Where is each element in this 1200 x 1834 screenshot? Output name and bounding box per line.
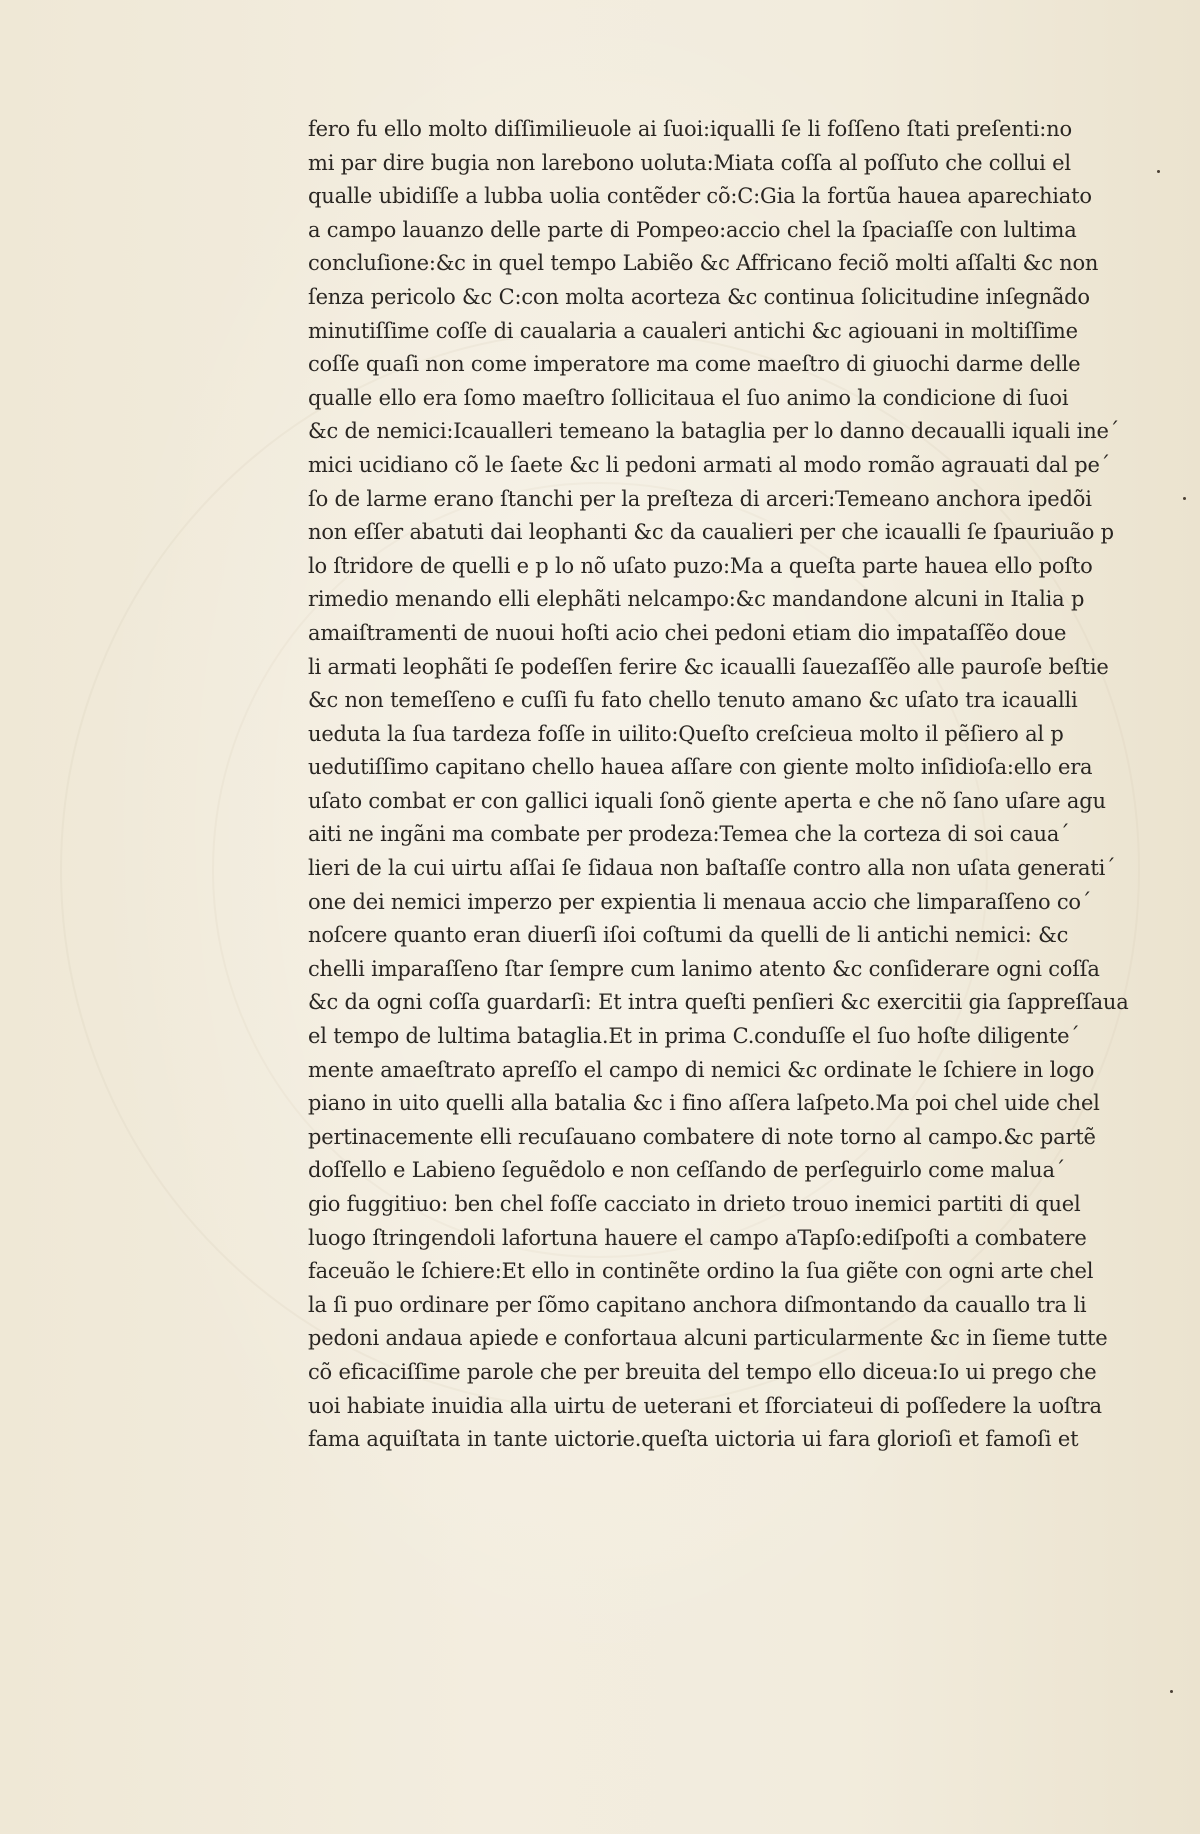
- text-line: uoi habiate inuidia alla uirtu de ueterani et ſforciateui di poſſedere la uoſtra: [308, 1393, 1102, 1418]
- ink-speck: [1157, 170, 1160, 173]
- text-line: minutiſſime coſſe di caualaria a caualeri antichi &c agiouani in moltiſſime: [308, 318, 1078, 343]
- text-line: chelli imparaſſeno ſtar ſempre cum lanimo atento &c conſiderare ogni coſſa: [308, 956, 1100, 981]
- text-line: pedoni andaua apiede e confortaua alcuni particularmente &c in ſieme tutte: [308, 1326, 1108, 1351]
- text-line: cõ eficaciſſime parole che per breuita del tempo ello diceua:Io ui prego che: [308, 1359, 1097, 1384]
- ink-speck: [1170, 1690, 1173, 1693]
- text-line: pertinacemente elli recuſauano combatere di note torno al campo.&c partẽ: [308, 1124, 1096, 1149]
- text-line: li armati leophãti ſe podeſſen ferire &c icaualli ſauezaſſẽo alle pauroſe beſtie: [308, 654, 1109, 679]
- text-line: &c non temeſſeno e cuſſi fu fato chello tenuto amano &c uſato tra icaualli: [308, 688, 1078, 713]
- text-line: lieri de la cui uirtu aſſai ſe ſidaua non baſtaſſe contro alla non uſata generati´: [308, 856, 1116, 881]
- text-block: [308, 113, 1138, 1457]
- text-line: uſato combat er con gallici iquali ſonõ giente aperta e che nõ ſano uſare agu: [308, 788, 1106, 813]
- ink-speck: [1183, 497, 1186, 500]
- text-line: non eſſer abatuti dai leophanti &c da caualieri per che icaualli ſe ſpauriuão p: [308, 520, 1114, 545]
- text-line: uedutiſſimo capitano chello hauea aſſare con giente molto inſidioſa:ello era: [308, 755, 1093, 780]
- text-line: mi par dire bugia non larebono uoluta:Miata coſſa al poſſuto che collui el: [308, 150, 1071, 175]
- text-line: fama aquiſtata in tante uictorie.queſta uictoria ui fara glorioſi et famoſi et: [308, 1427, 1079, 1452]
- text-line: rimedio menando elli elephãti nelcampo:&c mandandone alcuni in Italia p: [308, 587, 1085, 612]
- text-line: coſſe quaſi non come imperatore ma come maeſtro di giuochi darme delle: [308, 352, 1081, 377]
- text-line: one dei nemici imperzo per expientia li menaua accio che limparaſſeno co´: [308, 889, 1092, 914]
- text-line: &c da ogni coſſa guardarſi: Et intra queſti penſieri &c exercitii gia ſappreſſaua: [308, 990, 1129, 1015]
- text-line: concluſione:&c in quel tempo Labiẽo &c Affricano feciõ molti aſſalti &c non: [308, 251, 1099, 276]
- text-line: luogo ſtringendoli lafortuna hauere el campo aTapſo:ediſpoſti a combatere: [308, 1225, 1087, 1250]
- text-line: doſſello e Labieno ſeguẽdolo e non ceſſando de perſeguirlo come malua´: [308, 1158, 1066, 1183]
- text-line: amaiſtramenti de nuoui hoſti acio chei pedoni etiam dio impataſſẽo doue: [308, 620, 1067, 645]
- text-line: faceuão le ſchiere:Et ello in continẽte ordino la ſua giẽte con ogni arte chel: [308, 1259, 1094, 1284]
- text-line: fero fu ello molto diſſimilieuole ai ſuoi:iqualli ſe li foſſeno ſtati preſenti:no: [308, 117, 1072, 141]
- text-line: ueduta la ſua tardeza foſſe in uilito:Queſto creſcieua molto il pẽſiero al p: [308, 721, 1064, 746]
- text-line: a campo lauanzo delle parte di Pompeo:accio chel la ſpaciaſſe con lultima: [308, 217, 1077, 242]
- text-line: noſcere quanto eran diuerſi iſoi coſtumi da quelli de li antichi nemici: &c: [308, 923, 1069, 948]
- text-line: mici ucidiano cõ le ſaete &c li pedoni armati al modo romão agrauati dal pe´: [308, 452, 1110, 477]
- text-line: &c de nemici:Icaualleri temeano la bataglia per lo danno decaualli iquali ine´: [308, 419, 1120, 444]
- text-line: ſenza pericolo &c C:con molta acorteza &c continua ſolicitudine inſegnãdo: [308, 284, 1090, 309]
- text-line: el tempo de lultima bataglia.Et in prima C.conduſſe el ſuo hoſte diligente´: [308, 1024, 1080, 1049]
- text-line: la ſi puo ordinare per ſõmo capitano anchora diſmontando da cauallo tra li: [308, 1292, 1087, 1317]
- text-line: mente amaeſtrato apreſſo el campo di nemici &c ordinate le ſchiere in logo: [308, 1057, 1095, 1082]
- text-line: lo ſtridore de quelli e p lo nõ uſato puzo:Ma a queſta parte hauea ello poſto: [308, 553, 1093, 578]
- text-line: qualle ello era ſomo maeſtro ſollicitaua el ſuo animo la condicione di ſuoi: [308, 385, 1069, 410]
- text-line: qualle ubidiſſe a lubba uolia contẽder cõ:C:Gia la fortũa hauea aparechiato: [308, 184, 1092, 209]
- text-line: ſo de larme erano ſtanchi per la preſteza di arceri:Temeano anchora ipedõi: [308, 486, 1092, 511]
- text-line: aiti ne ingãni ma combate per prodeza:Temea che la corteza di soi caua´: [308, 822, 1070, 847]
- text-line: piano in uito quelli alla batalia &c i fino aſſera laſpeto.Ma poi chel uide chel: [308, 1091, 1100, 1116]
- text-line: gio fuggitiuo: ben chel foſſe cacciato in drieto trouo inemici partiti di quel: [308, 1192, 1081, 1216]
